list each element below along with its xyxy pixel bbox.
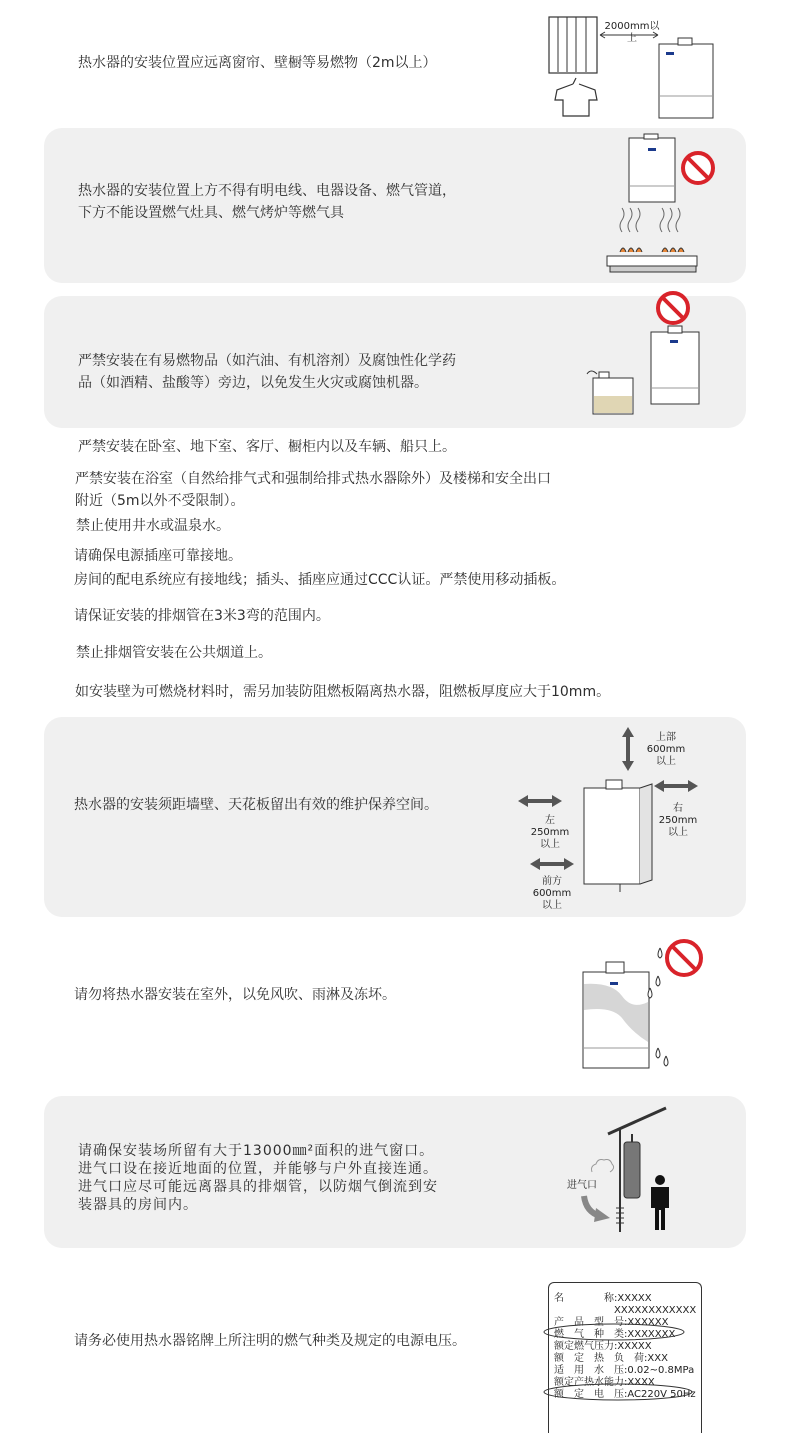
section-3-text: 严禁安装在有易燃物品（如汽油、有机溶剂）及腐蚀性化学药 品（如酒精、盐酸等）旁边，以免发生火灾或腐蚀机器。 xyxy=(78,353,456,391)
section-2-text: 热水器的安装位置上方不得有明电线、电器设备、燃气管道， 下方不能设置燃气灶具、燃气烤炉等燃气具 xyxy=(78,183,456,221)
plate-name: 名 称:XXXXX xyxy=(554,1293,652,1304)
curtain-icon xyxy=(548,16,598,74)
jerrycan-icon xyxy=(583,368,639,416)
vent-grille-icon xyxy=(616,1206,624,1228)
rule-power-system: 房间的配电系统应有接地线；插头、插座应通过CCC认证。严禁使用移动插板。 xyxy=(74,572,566,588)
water-heater-icon xyxy=(658,38,714,120)
clearance-top-label: 上部 600mm 以上 xyxy=(646,732,686,767)
rule-well-water: 禁止使用井水或温泉水。 xyxy=(76,518,230,534)
water-heater-icon xyxy=(650,326,700,412)
arrow-left-right-icon xyxy=(518,795,562,807)
section-7-text: 请务必使用热水器铭牌上所注明的燃气种类及规定的电源电压。 xyxy=(74,1333,466,1349)
inlet-arrow-icon xyxy=(582,1194,612,1222)
clearance-left-label: 左 250mm 以上 xyxy=(530,815,570,850)
distance-label: 2000mm以上 xyxy=(604,21,660,44)
gas-type-highlight-oval xyxy=(542,1322,692,1342)
raindrop-icon xyxy=(640,948,670,1000)
section-1-text: 热水器的安装位置应远离窗帘、壁橱等易燃物（2m以上） xyxy=(78,55,437,71)
inlet-label: 进气口 xyxy=(567,1180,597,1191)
plate-voltage: 额 定 电 压:AC220V 50Hz xyxy=(554,1389,696,1400)
arrow-up-down-icon xyxy=(622,727,634,771)
plate-gas-type: 燃 气 种 类:XXXXXXX xyxy=(554,1329,676,1340)
plate-name-value: XXXXXXXXXXXX xyxy=(554,1305,697,1316)
rule-grounding: 请确保电源插座可靠接地。 xyxy=(74,548,242,564)
shirt-icon xyxy=(553,76,599,118)
prohibit-icon xyxy=(680,150,716,186)
voltage-highlight-oval xyxy=(542,1382,702,1402)
person-icon xyxy=(646,1174,674,1232)
clearance-front-label: 前方 600mm 以上 xyxy=(532,876,572,911)
gas-stove-icon xyxy=(606,238,698,274)
heat-waves-icon xyxy=(616,208,686,240)
nameplate xyxy=(548,1282,702,1433)
prohibit-icon xyxy=(655,290,691,326)
plate-gas-pressure: 额定燃气压力:XXXXX xyxy=(554,1341,652,1352)
plate-hot-water-capacity: 额定产热水能力:XXXX xyxy=(554,1377,655,1388)
raindrop-icon xyxy=(654,1048,674,1070)
section-4-text: 热水器的安装须距墙壁、天花板留出有效的维护保养空间。 xyxy=(74,797,438,813)
arrow-left-right-icon xyxy=(530,858,574,870)
plate-model: 产 品 型 号:XXXXXX xyxy=(554,1317,669,1328)
section-5-text: 请勿将热水器安装在室外，以免风吹、雨淋及冻坏。 xyxy=(74,987,396,1003)
section-6-text: 请确保安装场所留有大于13000㎜²面积的进气窗口。 进气口设在接近地面的位置，并能够与户外直接连通。 进气口应尽可能远离器具的排烟管，以防烟气倒流到安 装器具的房间内。 xyxy=(78,1143,438,1213)
arrow-left-right-icon xyxy=(654,780,698,792)
rule-fire-board: 如安装壁为可燃烧材料时，需另加装防阻燃板隔离热水器，阻燃板厚度应大于10mm。 xyxy=(75,684,611,700)
prohibit-icon xyxy=(664,938,704,978)
smoke-icon xyxy=(590,1158,614,1176)
plate-water-pressure: 适 用 水 压:0.02~0.8MPa xyxy=(554,1365,695,1376)
rule-flue-bends: 请保证安装的排烟管在3米3弯的范围内。 xyxy=(74,608,330,624)
plate-heat-load: 额 定 热 负 荷:XXX xyxy=(554,1353,668,1364)
water-heater-icon xyxy=(580,780,660,892)
rule-bathroom: 严禁安装在浴室（自然给排气式和强制给排式热水器除外）及楼梯和安全出口 附近（5m以外不受限制）。 xyxy=(75,471,551,509)
rule-bedroom: 严禁安装在卧室、地下室、客厅、橱柜内以及车辆、船只上。 xyxy=(78,439,456,455)
water-heater-icon xyxy=(628,134,676,206)
clearance-right-label: 右 250mm 以上 xyxy=(658,803,698,838)
rule-public-flue: 禁止排烟管安装在公共烟道上。 xyxy=(76,645,272,661)
water-heater-icon xyxy=(622,1134,644,1202)
